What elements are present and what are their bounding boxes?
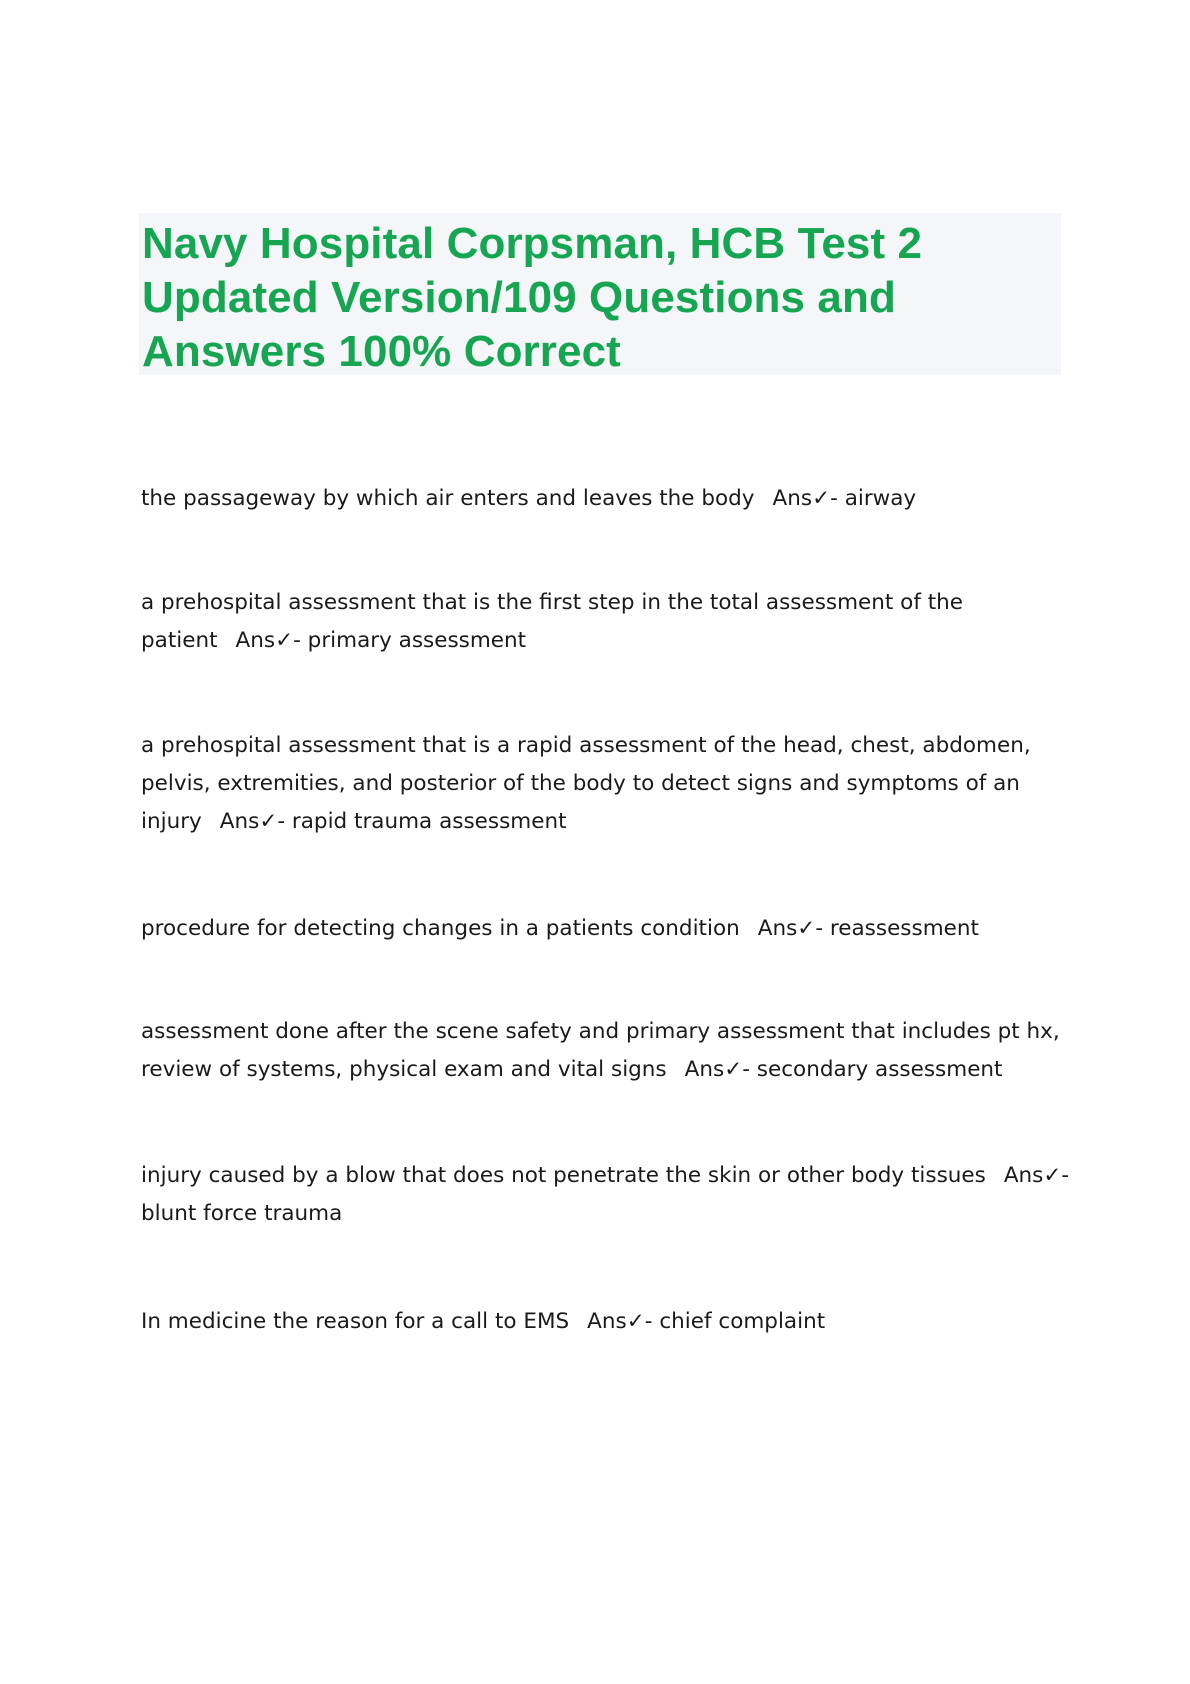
question-text: a prehospital assessment that is the first step in the total assessment of the patient xyxy=(141,590,964,653)
answer-text: primary assessment xyxy=(307,628,527,653)
question-text: assessment done after the scene safety and primary assessment that includes pt hx, review of systems, physical exam and vital signs xyxy=(141,1019,1060,1082)
qa-item-7 xyxy=(141,1303,1071,1341)
check-icon: ✓ xyxy=(275,628,294,653)
answer-label: Ans xyxy=(587,1309,627,1334)
answer-separator: - xyxy=(742,1057,757,1082)
answer-label: Ans xyxy=(219,809,260,834)
question-text: injury caused by a blow that does not penetrate the skin or other body tissues xyxy=(141,1163,986,1188)
qa-item-6 xyxy=(141,1157,1071,1233)
answer-label: Ans xyxy=(684,1057,725,1082)
answer-label: Ans xyxy=(772,486,813,511)
qa-item-3 xyxy=(141,727,1071,841)
document-title: Navy Hospital Corpsman, HCB Test 2 Updated Version/109 Questions and Answers 100% Correct xyxy=(142,219,923,376)
title-banner xyxy=(139,213,1061,375)
answer-separator: - xyxy=(293,628,308,653)
check-icon: ✓ xyxy=(724,1057,743,1082)
answer-text: airway xyxy=(844,486,917,511)
answer-text: secondary assessment xyxy=(756,1057,1003,1082)
check-icon: ✓ xyxy=(1043,1163,1062,1188)
question-text: the passageway by which air enters and leaves the body xyxy=(141,486,755,511)
question-text: a prehospital assessment that is a rapid assessment of the head, chest, abdomen, pelvis, extremities, and posterior of the body to detect signs and symptoms of an injury xyxy=(141,733,1031,834)
answer-text: rapid trauma assessment xyxy=(291,809,567,834)
qa-item-4 xyxy=(141,910,1071,948)
answer-label: Ans xyxy=(757,916,798,941)
answer-separator: - xyxy=(644,1309,660,1334)
check-icon: ✓ xyxy=(797,916,816,941)
answer-separator: - xyxy=(277,809,292,834)
qa-item-1 xyxy=(141,480,1071,518)
question-text: In medicine the reason for a call to EMS xyxy=(141,1309,570,1334)
answer-text: reassessment xyxy=(829,916,979,941)
answer-label: Ans xyxy=(1003,1163,1044,1188)
check-icon: ✓ xyxy=(259,809,278,834)
answer-label: Ans xyxy=(235,628,276,653)
qa-item-2 xyxy=(141,584,1071,660)
answer-separator: - xyxy=(830,486,845,511)
answer-separator: - xyxy=(1061,1163,1070,1188)
qa-item-5 xyxy=(141,1013,1071,1089)
answer-separator: - xyxy=(815,916,830,941)
check-icon: ✓ xyxy=(812,486,831,511)
answer-text: chief complaint xyxy=(659,1309,826,1334)
check-icon: ✓ xyxy=(626,1309,645,1334)
question-text: procedure for detecting changes in a patients condition xyxy=(141,916,740,941)
answer-text: blunt force trauma xyxy=(141,1201,343,1226)
